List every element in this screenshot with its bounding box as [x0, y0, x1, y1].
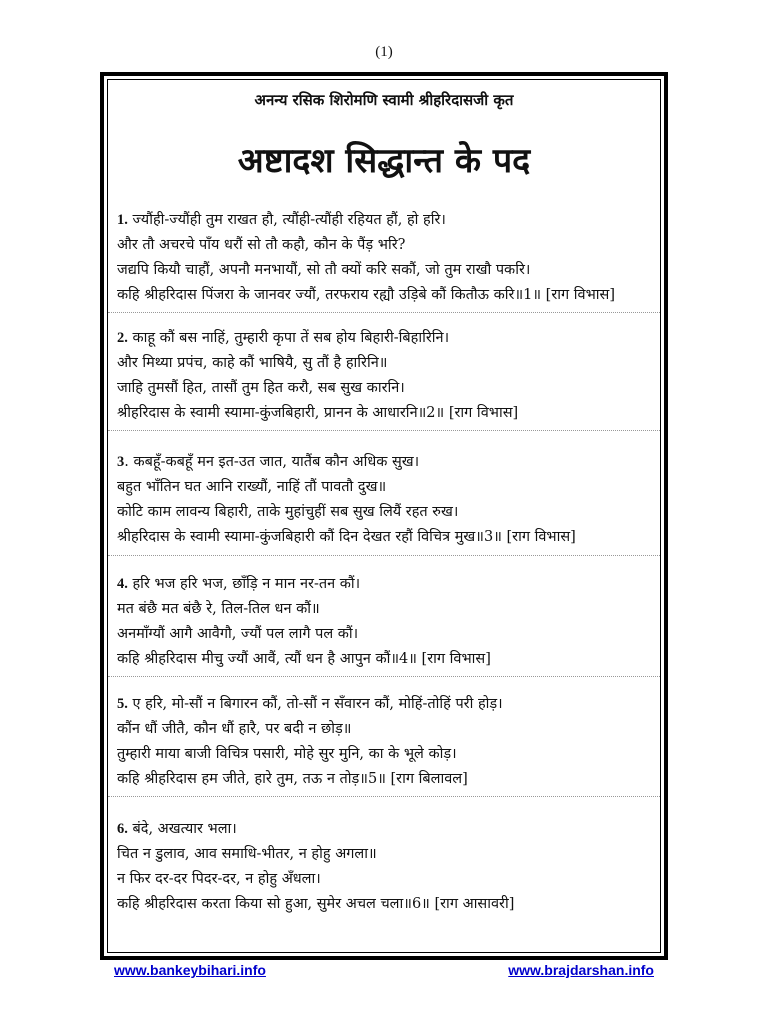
verse-number: 3 [117, 454, 125, 470]
verse-line: कहि श्रीहरिदास हम जीते, हारे तुम, तऊ न तोड़॥5॥ [राग बिलावल] [117, 771, 468, 787]
verse-line: कहि श्रीहरिदास करता किया सो हुआ, सुमेर अचल चला॥6॥ [राग आसावरी] [117, 896, 515, 912]
verse-line: श्रीहरिदास के स्वामी स्यामा-कुंजबिहारी, प्रानन के आधारनि॥2॥ [राग विभास] [117, 405, 519, 421]
verse-line [117, 572, 656, 597]
verse-line: और तौ अचरचे पाँय धरौं सो तौ कहौ, कौन के पैंड़ भरि? [117, 237, 406, 253]
footer-link-brajdarshan[interactable]: www.brajdarshan.info [508, 962, 654, 978]
verse-text: . कबहूँ-कबहूँ मन इत-उत जात, यातैंब कौन अधिक सुख। [124, 454, 420, 470]
page-frame [100, 72, 668, 960]
verse-line: तुम्हारी माया बाजी विचित्र पसारी, मोहे सुर मुनि, का के भूले कोड़। [117, 746, 457, 762]
verse-text: ज्यौंही-ज्यौंही तुम राखत हौ, त्यौंही-त्यौंही रहियत हौं, हो हरि। [127, 212, 446, 228]
verse-line: श्रीहरिदास के स्वामी स्यामा-कुंजबिहारी कौं दिन देखत रहौं विचित्र मुख॥3॥ [राग विभास] [117, 529, 576, 545]
verse-number: 1. [117, 212, 128, 228]
verse-number: 6. [117, 821, 128, 837]
divider [108, 555, 660, 556]
verse-text: काहू कौं बस नाहिं, तुम्हारी कृपा तें सब होय बिहारी-बिहारिनि। [127, 330, 450, 346]
divider [108, 676, 660, 677]
verse-line: न फिर दर-दर पिदर-दर, न होहु अँधला। [117, 871, 321, 887]
verse-line: बहुत भाँतिन घत आनि राख्यौं, नाहिं तौं पावतौ दुख॥ [117, 479, 387, 495]
verse-line: कहि श्रीहरिदास मीचु ज्यौं आवैं, त्यौं धन है आपुन कौं॥4॥ [राग विभास] [117, 651, 491, 667]
divider [108, 312, 660, 313]
verse-line [117, 326, 656, 351]
divider [108, 796, 660, 797]
verse-number: 4. [117, 576, 128, 592]
subtitle: अनन्य रसिक शिरोमणि स्वामी श्रीहरिदासजी कृत [254, 91, 514, 109]
verse-text: हरि भज हरि भज, छाँड़ि न मान नर-तन कौं। [127, 576, 361, 592]
verse-line: चित न डुलाव, आव समाधि-भीतर, न होहु अगला॥ [117, 846, 377, 862]
verse-6 [117, 817, 656, 917]
verse-line: अनमाँग्यौं आगै आवैगौ, ज्यौं पल लागै पल कौं। [117, 626, 359, 642]
verse-line: जद्यपि कियौ चाहौं, अपनौ मनभायौं, सो तौ क्यों करि सकौं, जो तुम राखौ पकरि। [117, 262, 531, 278]
verse-number: 2. [117, 330, 128, 346]
verse-4 [117, 572, 656, 672]
verse-line: कौंन धौं जीतै, कौन धौं हारै, पर बदी न छोड़॥ [117, 721, 352, 737]
verse-line [117, 692, 656, 717]
footer-link-bankeybihari[interactable]: www.bankeybihari.info [114, 962, 266, 978]
page-title: अष्टादश सिद्धान्त के पद [237, 141, 531, 181]
verse-line: और मिथ्या प्रपंच, काहे कौं भाषियै, सु तौं है हारिनि॥ [117, 355, 388, 371]
verse-line: कहि श्रीहरिदास पिंजरा के जानवर ज्यौं, तरफराय रह्यौ उड़िबे कौं कितौऊ करि॥1॥ [राग विभास] [117, 287, 616, 303]
verse-line: कोटि काम लावन्य बिहारी, ताके मुहांचुहीं सब सुख लियैं रहत रुख। [117, 504, 459, 520]
verse-1 [117, 208, 656, 308]
verse-text: ए हरि, मो-सौं न बिगारन कौं, तो-सौं न सँवारन कौं, मोहिं-तोहिं परी होड़। [127, 696, 503, 712]
page-frame-inner [107, 79, 661, 953]
verse-2 [117, 326, 656, 426]
verse-line [117, 208, 656, 233]
verse-text: बंदे, अखत्यार भला। [127, 821, 237, 837]
verse-line [117, 450, 656, 475]
verse-line [117, 817, 656, 842]
divider [108, 430, 660, 431]
verse-line: मत बंछै मत बंछै रे, तिल-तिल धन कौं॥ [117, 601, 320, 617]
verse-5 [117, 692, 656, 792]
verse-number: 5. [117, 696, 128, 712]
page-number: (1) [375, 44, 393, 60]
verse-line: जाहि तुमसौं हित, तासौं तुम हित करौ, सब सुख कारनि। [117, 380, 405, 396]
verse-3 [117, 450, 656, 550]
